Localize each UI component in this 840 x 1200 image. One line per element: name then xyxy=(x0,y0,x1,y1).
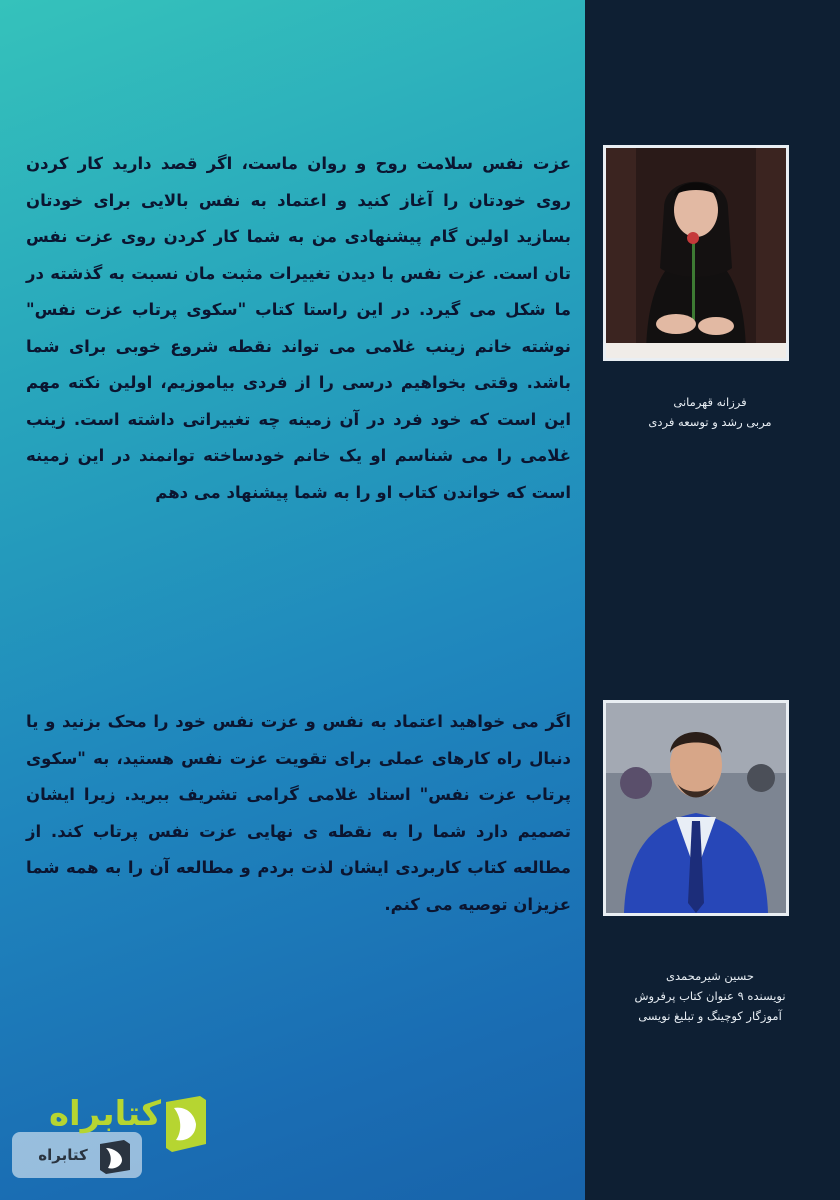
watermark-wordmark: کتابراه xyxy=(38,1146,88,1164)
ketabrah-logo xyxy=(10,1090,210,1190)
logo-wordmark: کتابراه xyxy=(48,1094,162,1134)
endorser-caption-1 xyxy=(590,392,830,432)
endorser-title: نویسنده ۹ عنوان کتاب پرفروش xyxy=(634,989,786,1003)
endorser-photo-1 xyxy=(603,145,789,361)
endorser-title: مربی رشد و توسعه فردی xyxy=(648,415,772,429)
book-leaf-icon xyxy=(160,1094,212,1154)
watermark-book-icon xyxy=(96,1138,134,1176)
endorser-name: حسین شیرمحمدی xyxy=(666,969,754,983)
endorsement-text-1: عزت نفس سلامت روح و روان ماست، اگر قصد دارید کار کردن روی خودتان را آغاز کنید و اعتماد به نفس بالایی برای خودتان بسازید اولین گام پیشنهادی من به شما کار کردن روی عزت نفس تان است. عزت نفس با دیدن تغییرات مثبت مان نسبت به گذشته در ما شکل می گیرد. در این راستا کتاب "سکوی پرتاب عزت نفس" نوشته خانم زینب غلامی می تواند نقطه شروع خوبی برای شما باشد. وقتی بخواهیم درسی را از فردی بیاموزیم، اولین نکته مهم این است که خود فرد در آن زمینه چه تغییراتی داشته است. زینب غلامی را می شناسم او یک خانم خودساخته توانمند در این زمینه است که خواندن کتاب او را به شما پیشنهاد می دهم xyxy=(26,154,571,502)
endorser-photo-2 xyxy=(603,700,789,916)
woman-portrait-illustration xyxy=(606,148,786,358)
man-portrait-illustration xyxy=(606,703,786,913)
endorser-name: فرزانه قهرمانی xyxy=(673,395,747,409)
endorser-title: آموزگار کوچینگ و تبلیغ نویسی xyxy=(638,1009,782,1023)
endorsement-text-2: اگر می خواهید اعتماد به نفس و عزت نفس خود را محک بزنید و یا دنبال راه کارهای عملی برای تقویت عزت نفس هستید، به "سکوی پرتاب عزت نفس" استاد غلامی گرامی تشریف ببرید. زیرا ایشان تصمیم دارد شما را به نقطه ی نهایی عزت نفس پرتاب کند. از مطالعه کتاب کاربردی ایشان لذت بردم و مطالعه آن را به همه شما عزیزان توصیه می کنم. xyxy=(26,712,571,914)
endorser-caption-2 xyxy=(590,966,830,1026)
